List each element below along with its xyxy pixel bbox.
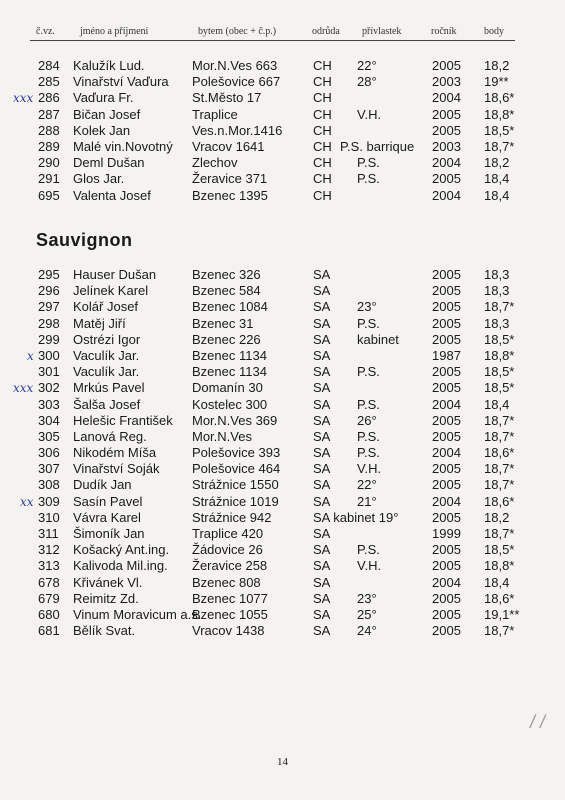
- sample-number: 304: [38, 412, 60, 428]
- vintage: 2004: [432, 574, 461, 590]
- table-row: [0, 316, 565, 332]
- grower-name: Reimitz Zd.: [73, 590, 139, 606]
- sample-number: 308: [38, 477, 60, 493]
- address: Strážnice 942: [192, 509, 272, 525]
- vintage: 2004: [432, 90, 461, 106]
- grower-name: Nikodém Míša: [73, 445, 157, 461]
- table-row: [0, 171, 565, 187]
- grower-name: Vinum Moravicum a.s.: [73, 606, 202, 622]
- attribute: 21°: [357, 493, 377, 509]
- address: Kostelec 300: [192, 396, 268, 412]
- attribute: P.S.: [357, 171, 380, 187]
- sample-number: 300: [38, 347, 60, 363]
- points: 18,4: [484, 396, 510, 412]
- table-row: [0, 397, 565, 413]
- address: Mor.N.Ves 369: [192, 412, 278, 428]
- grower-name: Vinařství Soják: [73, 461, 160, 477]
- grower-name: Šimoník Jan: [73, 526, 145, 541]
- points: 18,2: [484, 58, 510, 73]
- sample-number: 305: [38, 428, 60, 444]
- vintage: 1999: [432, 526, 461, 541]
- table-row: [0, 413, 565, 429]
- address: Mor.N.Ves 663: [192, 58, 278, 73]
- table-row: [0, 74, 565, 90]
- address: Traplice 420: [192, 526, 264, 541]
- header-name: jméno a příjmení: [80, 26, 149, 37]
- grower-name: Helešic František: [73, 412, 173, 428]
- pencil-marks: / /: [530, 712, 546, 732]
- grower-name: Valenta Josef: [73, 187, 151, 203]
- variety: SA: [313, 590, 331, 606]
- points: 18,4: [484, 187, 510, 203]
- variety: SA kabinet 19°: [313, 509, 399, 525]
- points: 18,5*: [484, 364, 515, 380]
- vintage: 2005: [432, 380, 461, 396]
- points: 18,8*: [484, 558, 515, 574]
- variety: SA: [313, 623, 331, 639]
- sample-number: 313: [38, 558, 60, 574]
- table-row: [0, 607, 565, 623]
- table-row: [0, 510, 565, 526]
- vintage: 2005: [432, 428, 461, 444]
- points: 18,3: [484, 267, 510, 282]
- attribute: V.H.: [357, 106, 382, 122]
- grower-name: Mrkús Pavel: [73, 380, 145, 396]
- points: 18,7*: [484, 526, 515, 541]
- sample-number: 311: [38, 526, 59, 541]
- variety: SA: [313, 396, 331, 412]
- attribute: V.H.: [357, 461, 382, 477]
- variety: SA: [313, 364, 331, 380]
- sample-number: 299: [38, 331, 60, 347]
- handwritten-mark: xx: [20, 494, 34, 509]
- header-variety: odrůda: [312, 26, 340, 37]
- points: 18,7*: [484, 477, 515, 493]
- vintage: 2005: [432, 509, 461, 525]
- handwritten-mark: xxx: [13, 381, 34, 396]
- attribute: V.H.: [357, 558, 382, 574]
- table-row: [0, 477, 565, 493]
- address: Bzenec 1134: [192, 347, 267, 363]
- variety: CH: [313, 106, 332, 122]
- attribute: P.S.: [357, 396, 380, 412]
- table-row: [0, 123, 565, 139]
- variety: SA: [313, 347, 331, 363]
- sample-number: 679: [38, 590, 60, 606]
- variety: SA: [313, 412, 331, 428]
- sauvignon-list: [0, 267, 565, 639]
- points: 18,5*: [484, 380, 515, 396]
- variety: SA: [313, 428, 331, 444]
- grower-name: Křivánek Vl.: [73, 574, 143, 590]
- address: Polešovice 667: [192, 74, 281, 90]
- address: Strážnice 1550: [192, 477, 279, 493]
- address: Bzenec 326: [192, 267, 261, 282]
- points: 18,2: [484, 155, 510, 171]
- vintage: 2005: [432, 267, 461, 282]
- table-row: [0, 348, 565, 364]
- sample-number: 306: [38, 445, 60, 461]
- address: Bzenec 31: [192, 315, 254, 331]
- table-row: [0, 461, 565, 477]
- address: Bzenec 1077: [192, 590, 268, 606]
- points: 18,7*: [484, 623, 515, 639]
- table-row: [0, 380, 565, 396]
- table-row: [0, 90, 565, 106]
- table-row: [0, 591, 565, 607]
- variety: CH: [313, 90, 332, 106]
- attribute: 24°: [357, 623, 377, 639]
- address: Traplice: [192, 106, 238, 122]
- variety: CH: [313, 58, 332, 73]
- points: 18,5*: [484, 122, 515, 138]
- table-row: [0, 155, 565, 171]
- vintage: 2004: [432, 155, 461, 171]
- page-number: 14: [277, 756, 288, 768]
- sample-number: 681: [38, 623, 60, 639]
- variety: SA: [313, 558, 331, 574]
- attribute: 26°: [357, 412, 377, 428]
- grower-name: Košacký Ant.ing.: [73, 542, 170, 558]
- table-row: [0, 107, 565, 123]
- variety: SA: [313, 606, 331, 622]
- grower-name: Dudík Jan: [73, 477, 132, 493]
- vintage: 2005: [432, 331, 461, 347]
- sample-number: 289: [38, 138, 60, 154]
- table-row: [0, 299, 565, 315]
- table-row: [0, 364, 565, 380]
- vintage: 2005: [432, 283, 461, 299]
- attribute: P.S.: [357, 315, 380, 331]
- grower-name: Vaďura Fr.: [73, 90, 134, 106]
- handwritten-mark: xxx: [13, 91, 34, 106]
- attribute: 22°: [357, 477, 377, 493]
- grower-name: Ostrézi Igor: [73, 331, 141, 347]
- points: 18,8*: [484, 347, 515, 363]
- attribute: P.S. barrique: [340, 138, 415, 154]
- vintage: 2004: [432, 493, 461, 509]
- sample-number: 295: [38, 267, 60, 282]
- vintage: 2005: [432, 364, 461, 380]
- sample-number: 291: [38, 171, 60, 187]
- grower-name: Kolek Jan: [73, 122, 131, 138]
- table-row: [0, 542, 565, 558]
- points: 18,5*: [484, 542, 515, 558]
- grower-name: Vaculík Jar.: [73, 364, 140, 380]
- variety: CH: [313, 122, 332, 138]
- vintage: 2003: [432, 138, 461, 154]
- sample-number: 296: [38, 283, 60, 299]
- variety: SA: [313, 380, 331, 396]
- sample-number: 285: [38, 74, 60, 90]
- points: 18,6*: [484, 590, 515, 606]
- address: Žádovice 26: [192, 542, 263, 558]
- sample-number: 680: [38, 606, 60, 622]
- address: Bzenec 1134: [192, 364, 267, 380]
- attribute: P.S.: [357, 542, 380, 558]
- table-row: [0, 332, 565, 348]
- address: Polešovice 464: [192, 461, 281, 477]
- table-row: [0, 575, 565, 591]
- address: Bzenec 808: [192, 574, 261, 590]
- points: 19,1**: [484, 606, 520, 622]
- address: Vracov 1438: [192, 623, 265, 639]
- table-row: [0, 283, 565, 299]
- sample-number: 286: [38, 90, 60, 106]
- grower-name: Bělík Svat.: [73, 623, 136, 639]
- points: 18,4: [484, 574, 510, 590]
- grower-name: Kalivoda Mil.ing.: [73, 558, 168, 574]
- attribute: P.S.: [357, 364, 380, 380]
- grower-name: Deml Dušan: [73, 155, 145, 171]
- address: St.Město 17: [192, 90, 262, 106]
- table-row: [0, 494, 565, 510]
- table-header: [0, 26, 565, 40]
- vintage: 2005: [432, 122, 461, 138]
- variety: SA: [313, 574, 331, 590]
- variety: SA: [313, 283, 331, 299]
- sample-number: 303: [38, 396, 60, 412]
- variety: SA: [313, 445, 331, 461]
- variety: CH: [313, 138, 332, 154]
- points: 18,7*: [484, 138, 515, 154]
- header-address: bytem (obec + č.p.): [198, 26, 277, 37]
- points: 18,7*: [484, 428, 515, 444]
- attribute: P.S.: [357, 445, 380, 461]
- variety: SA: [313, 331, 331, 347]
- sample-number: 309: [38, 493, 60, 509]
- address: Bzenec 1395: [192, 187, 268, 203]
- attribute: 28°: [357, 74, 377, 90]
- vintage: 1987: [432, 347, 461, 363]
- vintage: 2003: [432, 74, 461, 90]
- address: Mor.N.Ves: [192, 428, 252, 444]
- address: Polešovice 393: [192, 445, 281, 461]
- variety: CH: [313, 171, 332, 187]
- grower-name: Jelínek Karel: [73, 283, 149, 299]
- header-sample-number: č.vz.: [36, 26, 55, 37]
- grower-name: Malé vin.Novotný: [73, 138, 173, 154]
- vintage: 2005: [432, 315, 461, 331]
- points: 18,6*: [484, 445, 515, 461]
- variety: SA: [313, 315, 331, 331]
- table-row: [0, 429, 565, 445]
- address: Domanín 30: [192, 380, 263, 396]
- sample-number: 302: [38, 380, 60, 396]
- attribute: 25°: [357, 606, 377, 622]
- vintage: 2005: [432, 299, 461, 315]
- vintage: 2004: [432, 396, 461, 412]
- points: 18,5*: [484, 331, 515, 347]
- variety: SA: [313, 299, 331, 315]
- vintage: 2004: [432, 187, 461, 203]
- grower-name: Kolář Josef: [73, 299, 139, 315]
- address: Žeravice 258: [192, 558, 268, 574]
- vintage: 2005: [432, 606, 461, 622]
- grower-name: Glos Jar.: [73, 171, 125, 187]
- points: 18,6*: [484, 90, 515, 106]
- vintage: 2005: [432, 558, 461, 574]
- vintage: 2005: [432, 171, 461, 187]
- vintage: 2005: [432, 58, 461, 73]
- vintage: 2005: [432, 623, 461, 639]
- table-row: [0, 139, 565, 155]
- address: Bzenec 226: [192, 331, 261, 347]
- grower-name: Vávra Karel: [73, 509, 141, 525]
- points: 18,3: [484, 315, 510, 331]
- handwritten-mark: x: [27, 348, 34, 363]
- address: Zlechov: [192, 155, 238, 171]
- chardonnay-list: [0, 58, 565, 204]
- grower-name: Šalša Josef: [73, 396, 141, 412]
- attribute: kabinet: [357, 331, 399, 347]
- points: 18,2: [484, 509, 510, 525]
- variety: CH: [313, 74, 332, 90]
- table-row: [0, 445, 565, 461]
- points: 18,7*: [484, 299, 515, 315]
- sample-number: 297: [38, 299, 60, 315]
- vintage: 2005: [432, 542, 461, 558]
- grower-name: Sasín Pavel: [73, 493, 143, 509]
- header-rule: [30, 40, 515, 41]
- header-year: ročník: [431, 26, 457, 37]
- table-row: [0, 58, 565, 74]
- vintage: 2005: [432, 590, 461, 606]
- sample-number: 287: [38, 106, 60, 122]
- points: 18,7*: [484, 412, 515, 428]
- vintage: 2004: [432, 445, 461, 461]
- variety: CH: [313, 155, 332, 171]
- attribute: 22°: [357, 58, 377, 73]
- variety: SA: [313, 493, 331, 509]
- grower-name: Kalužík Lud.: [73, 58, 145, 73]
- points: 18,4: [484, 171, 510, 187]
- sample-number: 284: [38, 58, 60, 73]
- address: Strážnice 1019: [192, 493, 279, 509]
- variety: SA: [313, 477, 331, 493]
- section-title: Sauvignon: [36, 230, 133, 250]
- address: Vracov 1641: [192, 138, 265, 154]
- grower-name: Vinařství Vaďura: [73, 74, 169, 90]
- table-row: [0, 267, 565, 283]
- header-attribute: přívlastek: [362, 26, 402, 37]
- vintage: 2005: [432, 106, 461, 122]
- address: Bzenec 584: [192, 283, 261, 299]
- vintage: 2005: [432, 461, 461, 477]
- attribute: 23°: [357, 299, 377, 315]
- variety: SA: [313, 542, 331, 558]
- vintage: 2005: [432, 477, 461, 493]
- attribute: P.S.: [357, 428, 380, 444]
- address: Bzenec 1084: [192, 299, 268, 315]
- points: 18,3: [484, 283, 510, 299]
- sample-number: 298: [38, 315, 60, 331]
- grower-name: Bičan Josef: [73, 106, 141, 122]
- sample-number: 288: [38, 122, 60, 138]
- points: 18,8*: [484, 106, 515, 122]
- variety: CH: [313, 187, 332, 203]
- sample-number: 312: [38, 542, 60, 558]
- sample-number: 307: [38, 461, 60, 477]
- attribute: 23°: [357, 590, 377, 606]
- table-row: [0, 526, 565, 542]
- table-row: [0, 623, 565, 639]
- variety: SA: [313, 526, 331, 541]
- sample-number: 290: [38, 155, 60, 171]
- grower-name: Hauser Dušan: [73, 267, 157, 282]
- header-points: body: [484, 26, 504, 37]
- address: Bzenec 1055: [192, 606, 268, 622]
- grower-name: Matěj Jiří: [73, 315, 126, 331]
- address: Ves.n.Mor.1416: [192, 122, 283, 138]
- address: Žeravice 371: [192, 171, 268, 187]
- attribute: P.S.: [357, 155, 380, 171]
- table-row: [0, 558, 565, 574]
- grower-name: Vaculík Jar.: [73, 347, 140, 363]
- vintage: 2005: [432, 412, 461, 428]
- points: 19**: [484, 74, 509, 90]
- table-row: [0, 188, 565, 204]
- sample-number: 310: [38, 509, 60, 525]
- variety: SA: [313, 461, 331, 477]
- variety: SA: [313, 267, 331, 282]
- sample-number: 695: [38, 187, 60, 203]
- grower-name: Lanová Reg.: [73, 428, 147, 444]
- points: 18,6*: [484, 493, 515, 509]
- sample-number: 301: [38, 364, 60, 380]
- points: 18,7*: [484, 461, 515, 477]
- sample-number: 678: [38, 574, 60, 590]
